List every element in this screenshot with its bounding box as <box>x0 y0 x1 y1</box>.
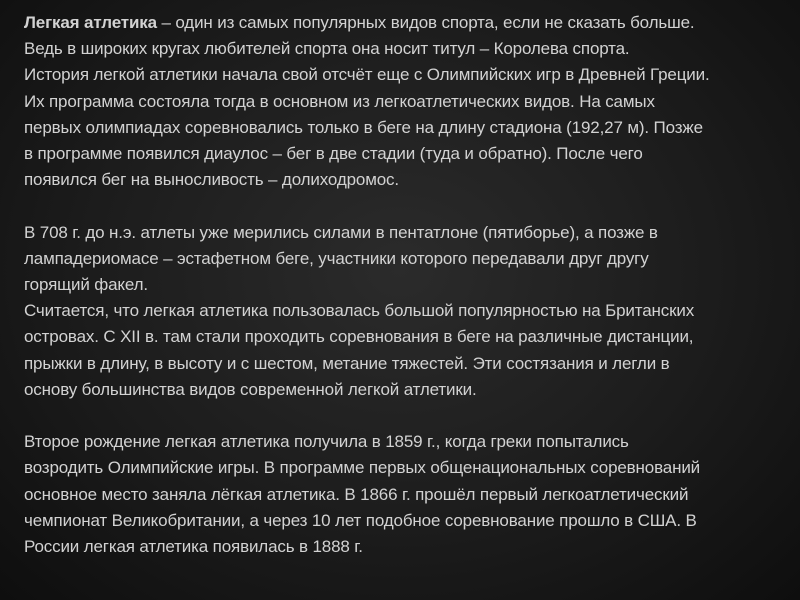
text-line: России легкая атлетика появилась в 1888 г. <box>24 537 363 557</box>
text-line <box>24 10 784 36</box>
text-line-rest: – один из самых популярных видов спорта, если не сказать больше. <box>156 13 695 32</box>
text-line: Второе рождение легкая атлетика получила в 1859 г., когда греки попытались <box>24 432 629 452</box>
text-line: прыжки в длину, в высоту и с шестом, метание тяжестей. Эти состязания и легли в <box>24 353 670 373</box>
paragraph-4 <box>24 429 784 560</box>
text-line: Ведь в широких кругах любителей спорта она носит титул – Королева спорта. <box>24 39 630 59</box>
text-line: Считается, что легкая атлетика пользовалась большой популярностью на Британских <box>24 301 695 321</box>
paragraph-1 <box>24 10 784 193</box>
text-line: горящий факел. <box>24 275 148 295</box>
text-line: В 708 г. до н.э. атлеты уже мерились силами в пентатлоне (пятиборье), а позже в <box>24 222 658 242</box>
text-line: первых олимпиадах соревновались только в беге на длину стадиона (192,27 м). Позже <box>24 117 703 137</box>
text-line: чемпионат Великобритании, а через 10 лет подобное соревнование прошло в США. В <box>24 510 697 530</box>
text-line: лампадериомасе – эстафетном беге, участники которого передавали друг другу <box>24 248 649 268</box>
slide-text-block <box>24 10 784 560</box>
text-line: История легкой атлетики начала свой отсчёт еще с Олимпийских игр в Древней Греции. <box>24 65 710 85</box>
bold-term: Легкая атлетика <box>24 13 157 32</box>
text-line: появился бег на выносливость – долиходромос. <box>24 170 399 190</box>
text-line: основное место заняла лёгкая атлетика. В 1866 г. прошёл первый легкоатлетический <box>24 484 689 504</box>
paragraph-3 <box>24 298 784 403</box>
text-line: основу большинства видов современной легкой атлетики. <box>24 379 477 399</box>
text-line: островах. С XII в. там стали проходить соревнования в беге на различные дистанции, <box>24 327 694 347</box>
paragraph-2 <box>24 220 784 299</box>
text-line: в программе появился диаулос – бег в две стадии (туда и обратно). После чего <box>24 144 643 164</box>
text-line: Их программа состояла тогда в основном из легкоатлетических видов. На самых <box>24 91 655 111</box>
text-line: возродить Олимпийские игры. В программе первых общенациональных соревнований <box>24 458 701 478</box>
